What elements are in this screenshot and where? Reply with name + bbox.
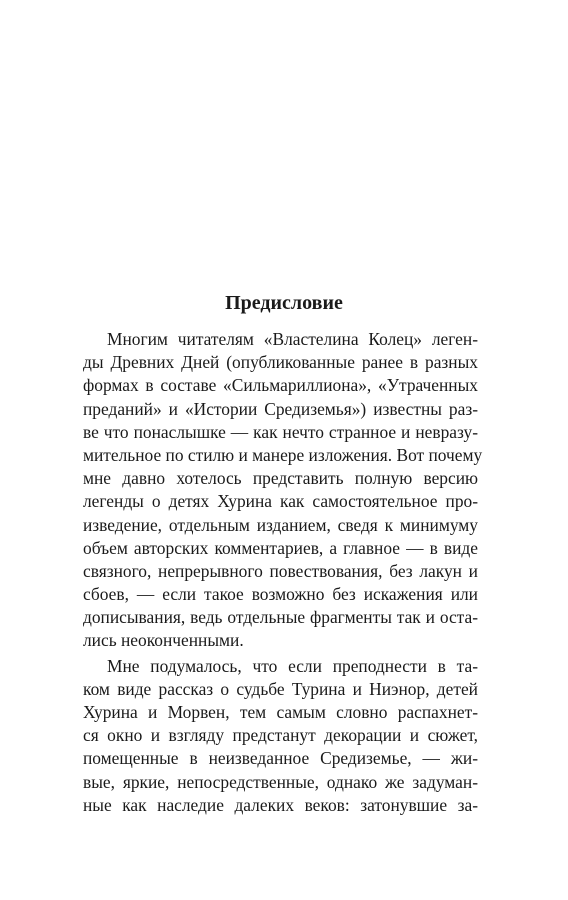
text-line: ся окно и взгляду предстанут декорации и сюжет, (83, 725, 478, 746)
text-line: вые, яркие, непосредственные, однако же задуман- (83, 771, 478, 792)
text-line: легенды о детях Хурина как самостоятельное про- (83, 491, 478, 512)
text-line: ды Древних Дней (опубликованные ранее в разных (83, 352, 478, 373)
text-line: Мне подумалось, что если преподнести в та- (107, 655, 478, 676)
paragraph-2 (83, 655, 478, 817)
text-line: объем авторских комментариев, а главное — в виде (83, 537, 478, 558)
chapter-heading: Предисловие (225, 292, 343, 314)
text-line: Хурина и Морвен, тем самым словно распахнет- (83, 702, 478, 722)
text-line: связного, непрерывного повествования, без лакун и (83, 560, 478, 581)
body-text (83, 328, 483, 817)
text-line: дописывания, ведь отдельные фрагменты так и оста- (83, 607, 478, 628)
paragraph-1 (83, 328, 483, 653)
text-line: лись неоконченными. (83, 630, 244, 651)
text-line: мне давно хотелось представить полную версию (83, 468, 478, 489)
text-line: сбоев, — если такое возможно без искажения или (83, 584, 478, 605)
text-line: помещенные в неизведанное Средиземье, — жи- (83, 748, 478, 769)
text-line: изведение, отдельным изданием, сведя к минимуму (83, 514, 478, 535)
text-line: преданий» и «Истории Средиземья») известны раз- (83, 398, 478, 419)
text-line: ные как наследие далеких веков: затонувшие за- (83, 794, 478, 815)
text-line: Многим читателям «Властелина Колец» леген- (107, 329, 478, 349)
text-line: ве что понаслышке — как нечто странное и невразу- (83, 421, 478, 442)
text-line: формах в составе «Сильмариллиона», «Утраченных (83, 375, 478, 396)
text-line: ком виде рассказ о судьбе Турина и Ниэнор, детей (83, 678, 478, 699)
text-line: мительное по стилю и манере изложения. Вот почему (83, 444, 483, 465)
